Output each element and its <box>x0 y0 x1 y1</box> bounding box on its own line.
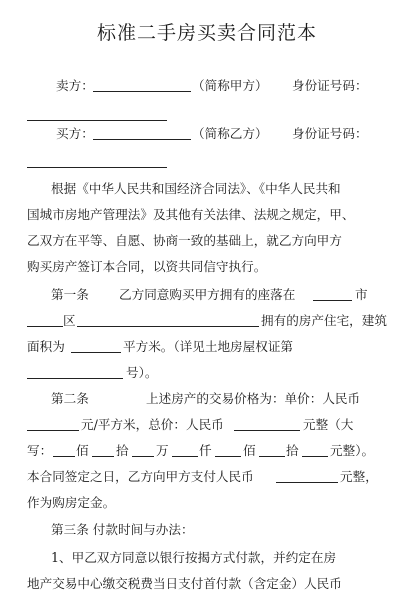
amount-unit: 佰 <box>243 443 256 458</box>
preamble-line: 乙双方在平等、自愿、协商一致的基础上，就乙方向甲方 <box>27 233 342 248</box>
address-blank <box>77 326 259 327</box>
article1-text: 号）。 <box>126 365 158 380</box>
amount-digit-blank <box>92 456 114 457</box>
article3-text: 1、甲乙双方同意以银行按揭方式付款，并约定在房 <box>51 550 337 565</box>
article1-text: 区 <box>63 313 76 328</box>
amount-digit-blank <box>132 456 154 457</box>
article2-heading: 第二条 <box>51 391 89 406</box>
article3-heading: 第三条 付款时间与办法： <box>51 522 194 537</box>
certificate-number-blank <box>27 378 123 379</box>
buyer-alias: （简称乙方） <box>192 126 268 141</box>
article1-text: 乙方同意购买甲方拥有的座落在 <box>119 287 296 302</box>
article2-text: 作为购房定金。 <box>27 495 116 510</box>
amount-unit: 仟 <box>199 443 212 458</box>
article1-text: 面积为 <box>27 339 65 354</box>
unit-price-blank <box>27 430 79 431</box>
article2-text: 元整（大 <box>303 417 354 432</box>
amount-digit-blank <box>302 456 328 457</box>
preamble-line: 购买房产签订本合同，以资共同信守执行。 <box>27 259 267 274</box>
buyer-name-blank <box>93 139 191 140</box>
amount-unit: 拾 <box>286 443 299 458</box>
deposit-blank <box>276 482 338 483</box>
preamble-line: 根据《中华人民共和国经济合同法》、《中华人民共和 <box>51 181 341 196</box>
buyer-label: 买方： <box>56 126 94 141</box>
amount-unit: 元整）。 <box>330 443 375 458</box>
article3-text: 地产交易中心缴交税费当日支付首付款（含定金）人民币 <box>27 576 342 591</box>
article1-text: 市 <box>355 287 368 302</box>
buyer-id-blank <box>27 167 167 168</box>
city-blank <box>313 300 352 301</box>
preamble-line: 国城市房地产管理法》及其他有关法律、法规之规定，甲、 <box>27 207 355 222</box>
article2-text: 上述房产的交易价格为：单价：人民币 <box>146 391 361 406</box>
buyer-id-label: 身份证号码： <box>292 126 368 141</box>
article2-text: 元/平方米，总价：人民币 <box>81 417 224 432</box>
seller-name-blank <box>93 91 191 92</box>
amount-unit: 拾 <box>116 443 129 458</box>
amount-digit-blank <box>172 456 198 457</box>
district-blank <box>27 326 63 327</box>
amount-digit-blank <box>259 456 285 457</box>
article2-text: 本合同签定之日，乙方向甲方支付人民币 <box>27 469 254 484</box>
amount-unit: 万 <box>156 443 169 458</box>
document-title: 标准二手房买卖合同范本 <box>96 22 317 44</box>
total-price-blank <box>234 430 300 431</box>
seller-label: 卖方： <box>56 78 94 93</box>
article1-text: 拥有的房产住宅，建筑 <box>261 313 387 328</box>
amount-digit-blank <box>215 456 241 457</box>
amount-unit: 佰 <box>76 443 89 458</box>
article1-heading: 第一条 <box>51 287 89 302</box>
seller-alias: （简称甲方） <box>192 78 268 93</box>
article2-text: 元整， <box>340 469 378 484</box>
article1-text: 平方米。（详见土地房屋权证第 <box>123 339 294 354</box>
seller-id-blank <box>27 120 167 121</box>
amount-digit-blank <box>53 456 75 457</box>
seller-id-label: 身份证号码： <box>292 78 368 93</box>
article2-text: 写： <box>27 443 53 458</box>
area-blank <box>71 352 121 353</box>
